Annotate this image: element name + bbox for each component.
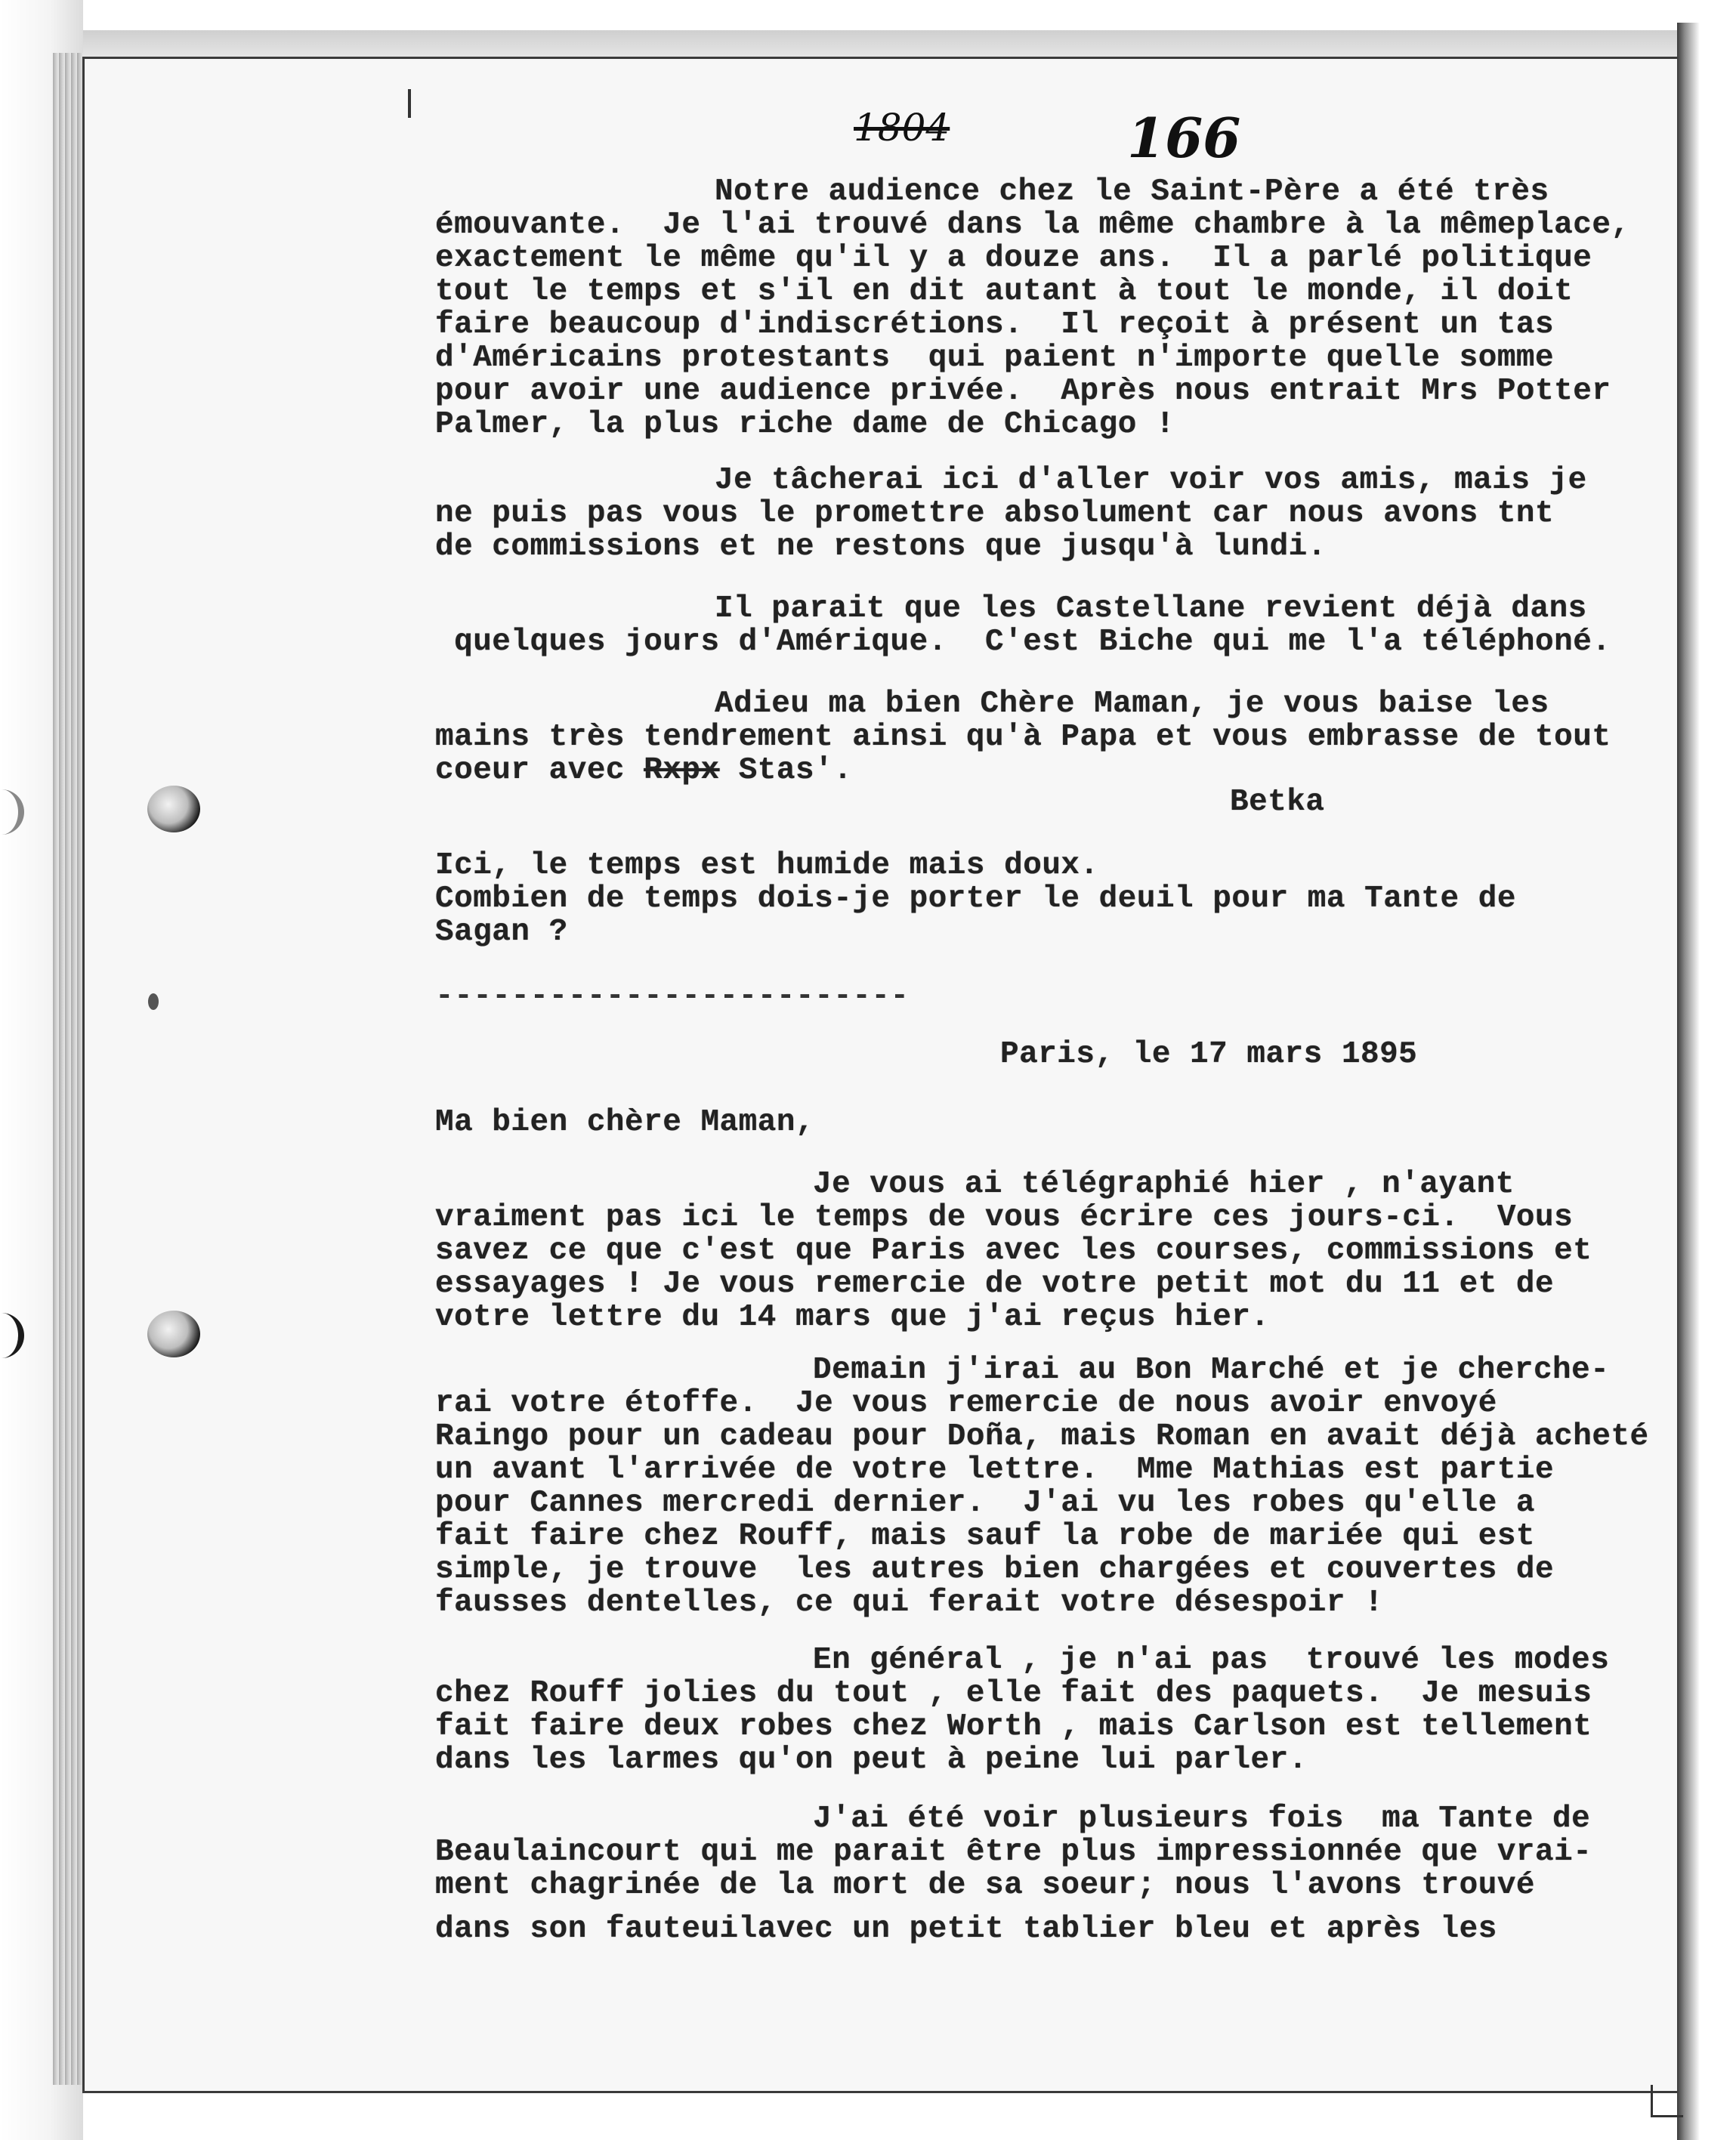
paragraph-friends [435,464,1644,564]
text-line: pour Cannes mercredi dernier. J'ai vu les robes qu'elle a [435,1486,1536,1521]
text-line: vraiment pas ici le temps de vous écrire ces jours-ci. Vous [435,1200,1574,1235]
text-line: Ici, le temps est humide mais doux. [435,848,1099,883]
text-line: Palmer, la plus riche dame de Chicago ! [435,407,1175,442]
paragraph-beaulaincourt [435,1802,1644,1946]
struck-word: Rxpx [644,753,720,788]
dateline: Paris, le 17 mars 1895 [1000,1037,1418,1072]
paragraph-telegram [435,1168,1644,1334]
paragraph-modes [435,1644,1644,1777]
separator-line: ------------------------- [435,979,910,1014]
text-fragment: Stas'. [738,753,853,788]
scan-right-edge [1677,23,1736,2140]
punch-hole-bottom [147,1311,200,1357]
text-line: Je tâcherai ici d'aller voir vos amis, mais je [715,463,1587,498]
text-line: En général , je n'ai pas trouvé les modes [813,1643,1610,1678]
text-line: rai votre étoffe. Je vous remercie de nous avoir envoyé [435,1386,1497,1421]
text-line: tout le temps et s'il en dit autant à tout le monde, il doit [435,274,1574,309]
text-line: ment chagrinée de la mort de sa soeur; nous l'avons trouvé [435,1868,1536,1903]
text-line: votre lettre du 14 mars que j'ai reçus hier. [435,1300,1270,1335]
text-line: un avant l'arrivée de votre lettre. Mme Mathias est partie [435,1453,1555,1487]
postscript [435,849,1644,949]
text-line: Il parait que les Castellane revient déjà dans [715,591,1587,626]
text-line: Raingo pour un cadeau pour Doña, mais Roman en avait déjà acheté [435,1419,1649,1454]
text-line: de commissions et ne restons que jusqu'à lundi. [435,530,1327,564]
text-line: fait faire deux robes chez Worth , mais Carlson est tellement [435,1709,1592,1744]
text-line: ne puis pas vous le promettre absolument car nous avons tnt [435,496,1555,531]
text-line: fausses dentelles, ce qui ferait votre désespoir ! [435,1586,1384,1620]
page-number: 166 [1127,106,1241,170]
paragraph-audience [435,175,1644,441]
text-line: mains très tendrement ainsi qu'à Papa et vous embrasse de tout [435,720,1611,755]
margin-tick [408,89,411,118]
paragraph-farewell [435,687,1644,787]
text-line: dans les larmes qu'on peut à peine lui parler. [435,1743,1308,1777]
text-line-with-strikeout [435,754,1644,787]
ink-spot [148,993,159,1010]
text-line: fait faire chez Rouff, mais sauf la robe de mariée qui est [435,1519,1536,1554]
corner-mark [1651,2085,1683,2117]
salutation: Ma bien chère Maman, [435,1105,815,1140]
text-line: émouvante. Je l'ai trouvé dans la même chambre à la mêmeplace, [435,208,1630,242]
crossed-out-page-number: 1804 [854,106,950,150]
text-line: Adieu ma bien Chère Maman, je vous baise les [715,687,1549,721]
punch-hole-top [147,786,200,832]
text-line: Beaulaincourt qui me parait être plus impressionnée que vrai- [435,1835,1592,1870]
stacked-page-edges [53,53,89,2085]
paragraph-castellane [435,592,1644,659]
text-line: pour avoir une audience privée. Après nous entrait Mrs Potter [435,374,1611,409]
text-line: essayages ! Je vous remercie de votre petit mot du 11 et de [435,1267,1555,1302]
text-line: Demain j'irai au Bon Marché et je cherche- [813,1353,1610,1388]
text-line: Sagan ? [435,915,568,950]
text-line: Combien de temps dois-je porter le deuil pour ma Tante de [435,882,1516,916]
text-line: d'Américains protestants qui paient n'importe quelle somme [435,341,1555,375]
text-line: savez ce que c'est que Paris avec les courses, commissions et [435,1234,1592,1268]
text-line: J'ai été voir plusieurs fois ma Tante de [813,1802,1591,1836]
text-line: Je vous ai télégraphié hier , n'ayant [813,1167,1515,1202]
text-line: quelques jours d'Amérique. C'est Biche qui me l'a téléphoné. [435,625,1611,659]
paragraph-bon-marche [435,1353,1649,1620]
text-line: simple, je trouve les autres bien chargées et couvertes de [435,1552,1555,1587]
text-line: exactement le même qu'il y a douze ans. Il a parlé politique [435,241,1592,276]
text-line: Notre audience chez le Saint-Père a été très [715,174,1549,209]
text-line: faire beaucoup d'indiscrétions. Il reçoit à présent un tas [435,307,1555,342]
text-line: dans son fauteuilavec un petit tablier bleu et après les [435,1912,1497,1947]
signature: Betka [1230,785,1325,820]
text-fragment: coeur avec [435,753,644,788]
text-line: chez Rouff jolies du tout , elle fait des paquets. Je mesuis [435,1676,1592,1711]
